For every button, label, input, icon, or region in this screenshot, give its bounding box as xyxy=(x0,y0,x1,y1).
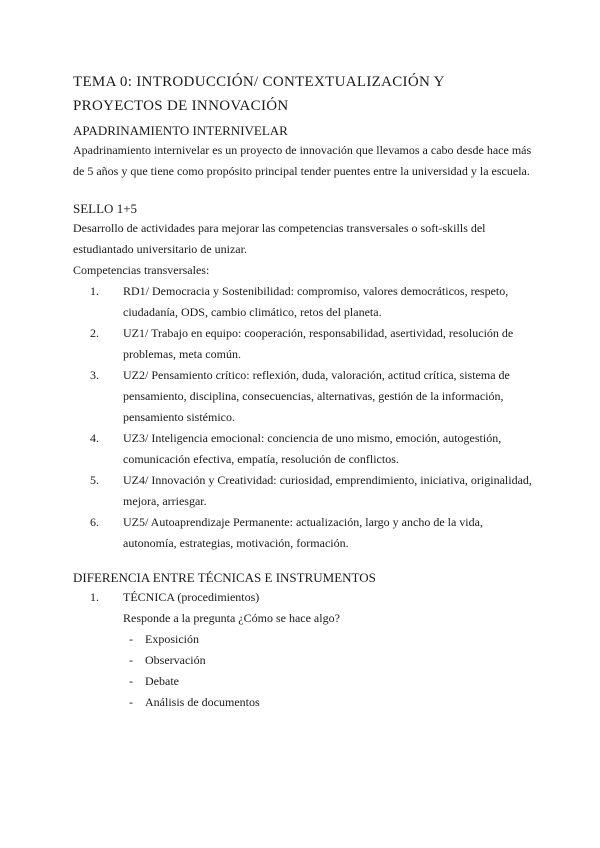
page-title xyxy=(73,70,533,118)
tecnicas-list xyxy=(73,587,533,713)
section-heading-sello: SELLO 1+5 xyxy=(73,201,138,216)
list-item: 3. UZ2/ Pensamiento crítico: reflexión, duda, valoración, actitud crítica, sistema de pensamiento, disciplina, consecuencias, alternativas, gestión de la información, pensamiento sistémico. xyxy=(90,368,510,424)
section-heading-diferencia: DIFERENCIA ENTRE TÉCNICAS E INSTRUMENTOS xyxy=(73,570,376,585)
list-item: 2. UZ1/ Trabajo en equipo: cooperación, responsabilidad, asertividad, resolución de problemas, meta común. xyxy=(90,326,514,361)
list-item: 1. RD1/ Democracia y Sostenibilidad: compromiso, valores democráticos, respeto, ciudadanía, ODS, cambio climático, retos del planeta. xyxy=(90,284,509,319)
list-item: - Exposición xyxy=(129,632,199,646)
list-item: - Observación xyxy=(129,653,206,667)
document-page xyxy=(73,70,533,713)
section-body-apadrinamiento: Apadrinamiento internivelar es un proyecto de innovación que llevamos a cabo desde hace más de 5 años y que tiene como propósito principal tender puentes entre la universidad y la escuela. xyxy=(73,143,532,178)
section-heading-apadrinamiento: APADRINAMIENTO INTERNIVELAR xyxy=(73,123,288,138)
competencias-subheading: Competencias transversales: xyxy=(73,263,210,277)
list-item: 5. UZ4/ Innovación y Creatividad: curiosidad, emprendimiento, iniciativa, originalidad, mejora, arriesgar. xyxy=(90,473,532,508)
list-item: 6. UZ5/ Autoaprendizaje Permanente: actualización, largo y ancho de la vida, autonomía, estrategias, motivación, formación. xyxy=(90,515,483,550)
competencias-list xyxy=(73,281,533,554)
tecnica-label: TÉCNICA (procedimientos) xyxy=(123,590,260,604)
section-body-sello: Desarrollo de actividades para mejorar las competencias transversales o soft-skills del estudiantado universitario de unizar. xyxy=(73,221,486,256)
tecnica-question: Responde a la pregunta ¿Cómo se hace algo? xyxy=(123,611,340,625)
list-item: 4. UZ3/ Inteligencia emocional: conciencia de uno mismo, emoción, autogestión, comunicación efectiva, empatía, resolución de conflictos. xyxy=(90,431,502,466)
list-item: 1. TÉCNICA (procedimientos) Responde a la pregunta ¿Cómo se hace algo? - Exposición - Observación - Debate - Análisis de documentos xyxy=(123,587,533,713)
list-item: - Debate xyxy=(129,674,179,688)
tecnica-examples xyxy=(123,629,533,713)
title-line-1: TEMA 0: INTRODUCCIÓN/ CONTEXTUALIZACIÓN Y xyxy=(73,74,445,90)
title-line-2: PROYECTOS DE INNOVACIÓN xyxy=(73,98,289,114)
list-item: - Análisis de documentos xyxy=(129,695,260,709)
